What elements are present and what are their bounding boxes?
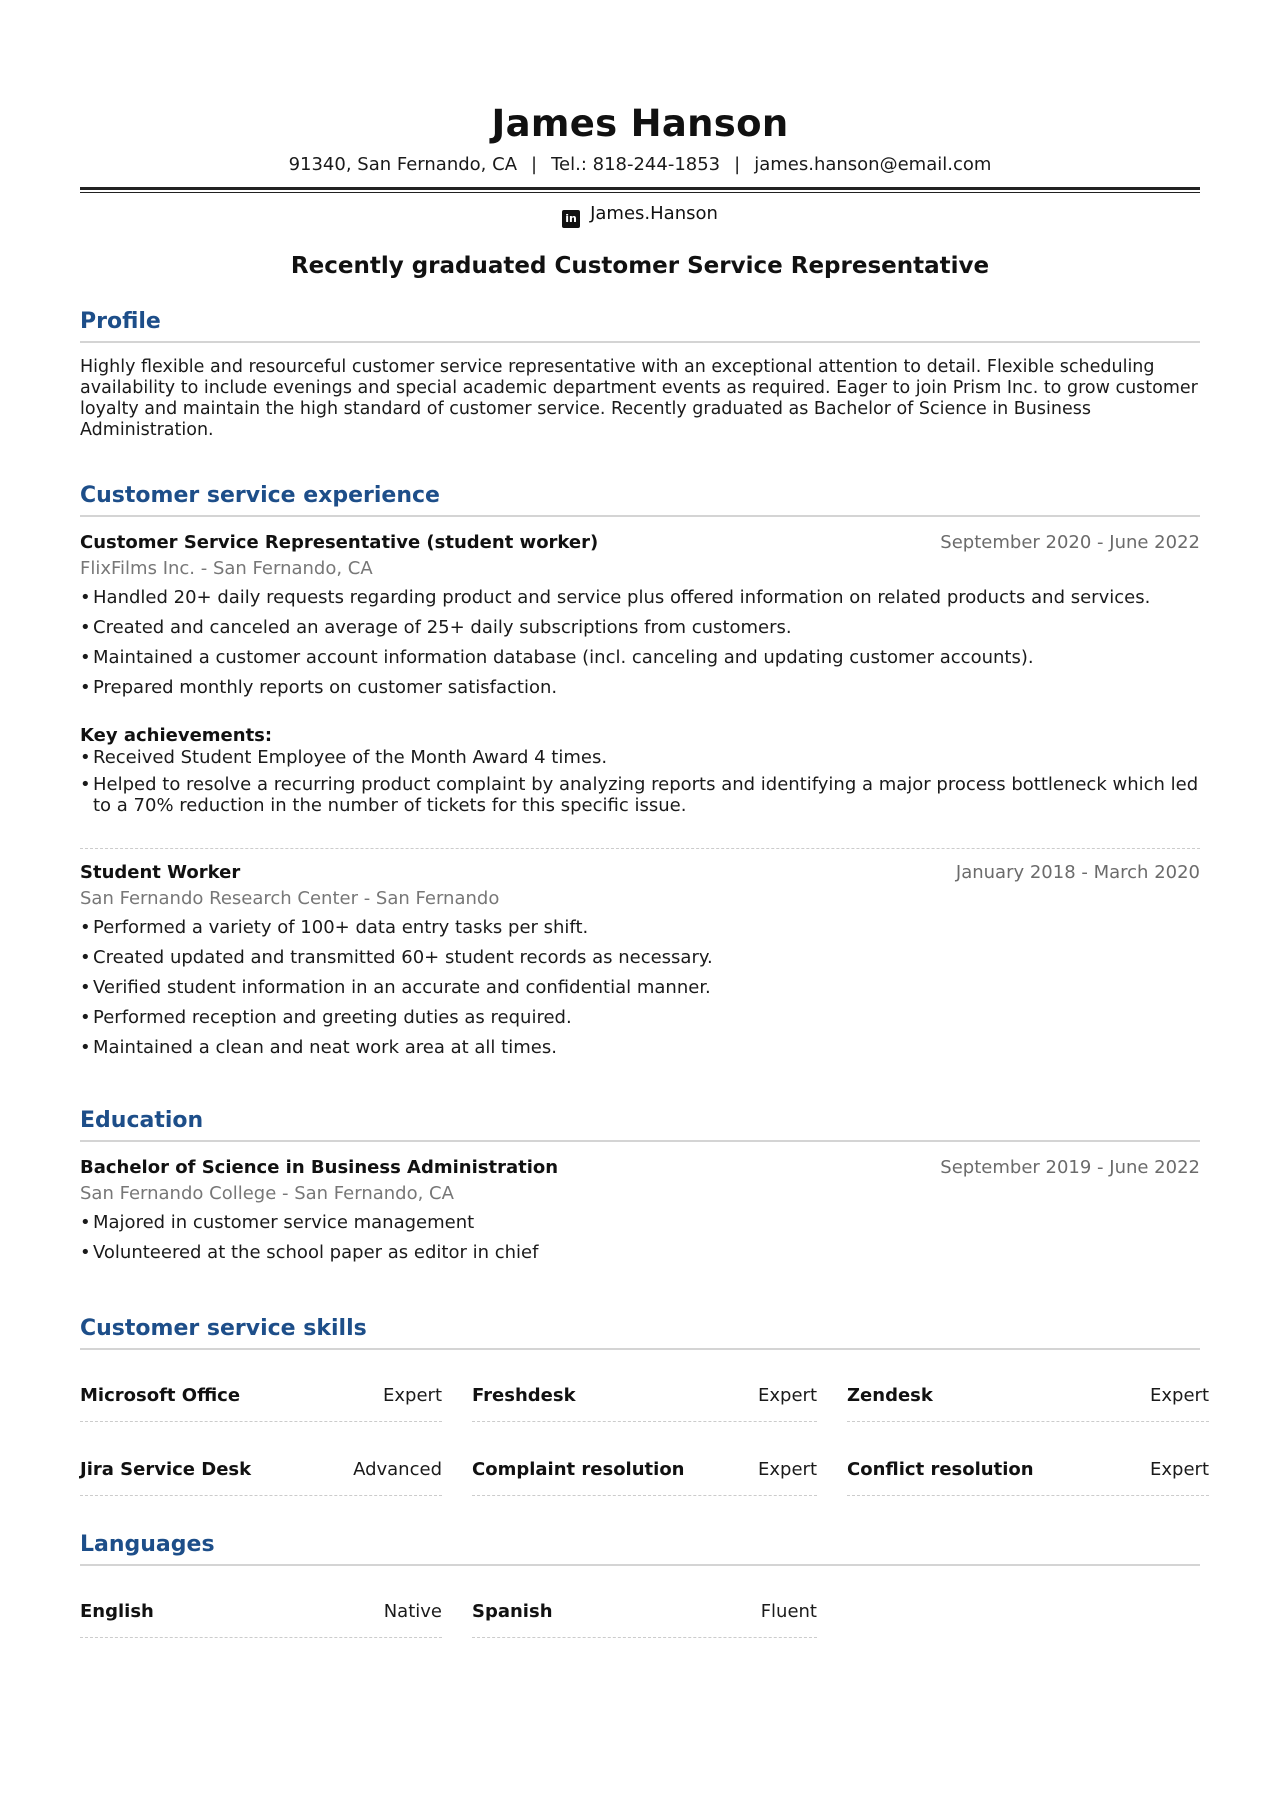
- job-dates: September 2020 - June 2022: [940, 532, 1200, 553]
- entry-divider: [80, 848, 1200, 849]
- linkedin-icon: in: [562, 210, 580, 228]
- list-item: • Maintained a clean and neat work area at all times.: [80, 1037, 1200, 1058]
- skill-name: Microsoft Office: [80, 1385, 241, 1406]
- skills-section: [80, 1314, 1209, 1518]
- job-title: Student Worker: [80, 862, 241, 883]
- section-divider: [80, 515, 1200, 517]
- job-header: [80, 530, 1200, 556]
- language-name: English: [80, 1601, 154, 1622]
- language-item: [80, 1586, 442, 1638]
- education-entry: [80, 1155, 1200, 1263]
- experience-section: [80, 481, 1200, 1058]
- skill-level: Expert: [758, 1459, 817, 1480]
- skill-level: Expert: [383, 1385, 442, 1406]
- skill-name: Zendesk: [847, 1385, 933, 1406]
- education-bullets: [80, 1212, 1200, 1263]
- list-item: • Performed a variety of 100+ data entry tasks per shift.: [80, 917, 1200, 938]
- list-item: • Created updated and transmitted 60+ student records as necessary.: [80, 947, 1200, 968]
- job-entry: [80, 860, 1200, 1058]
- list-item: • Prepared monthly reports on customer satisfaction.: [80, 677, 1200, 698]
- skill-name: Jira Service Desk: [80, 1459, 252, 1480]
- degree: Bachelor of Science in Business Administration: [80, 1157, 559, 1178]
- education-dates: September 2019 - June 2022: [940, 1157, 1200, 1178]
- skill-item: [80, 1370, 442, 1422]
- section-title: Customer service skills: [80, 1316, 367, 1341]
- job-bullets: [80, 587, 1200, 698]
- list-item: • Majored in customer service management: [80, 1212, 1200, 1233]
- list-item: • Handled 20+ daily requests regarding product and service plus offered information on related products and services.: [80, 587, 1200, 608]
- skill-name: Freshdesk: [472, 1385, 576, 1406]
- language-name: Spanish: [472, 1601, 553, 1622]
- list-item: • Volunteered at the school paper as editor in chief: [80, 1242, 1200, 1263]
- address: 91340, San Fernando, CA: [288, 154, 518, 175]
- profile-text: Highly flexible and resourceful customer service representative with an exceptional attention to detail. Flexible scheduling availability to include evenings and special academic department events as required. Eager to join Prism Inc. to grow customer loyalty and maintain the high standard of customer service. Recently graduated as Bachelor of Science in Business Administration.: [80, 357, 1198, 440]
- linkedin-row: [80, 202, 1200, 228]
- skills-grid: [80, 1370, 1209, 1518]
- skill-level: Expert: [758, 1385, 817, 1406]
- separator: |: [734, 154, 741, 175]
- job-title: Customer Service Representative (student worker): [80, 532, 599, 553]
- skill-name: Complaint resolution: [472, 1459, 685, 1480]
- job-company: San Fernando Research Center - San Fernando: [80, 888, 500, 909]
- list-item: • Performed reception and greeting duties as required.: [80, 1007, 1200, 1028]
- list-item: • Maintained a customer account information database (incl. canceling and updating customer accounts).: [80, 647, 1200, 668]
- languages-section: [80, 1530, 1200, 1660]
- section-title: Profile: [80, 309, 161, 334]
- section-title: Languages: [80, 1532, 215, 1557]
- separator: |: [531, 154, 538, 175]
- phone: Tel.: 818-244-1853: [551, 154, 721, 175]
- skill-level: Expert: [1150, 1385, 1209, 1406]
- skill-item: [847, 1444, 1209, 1496]
- school: San Fernando College - San Fernando, CA: [80, 1183, 454, 1204]
- section-title: Education: [80, 1108, 204, 1133]
- list-item: • Received Student Employee of the Month Award 4 times.: [80, 747, 1200, 768]
- email-link[interactable]: james.hanson@email.com: [754, 154, 992, 175]
- education-header: [80, 1155, 1200, 1181]
- headline: Recently graduated Customer Service Representative: [290, 253, 990, 279]
- skill-item: [472, 1370, 817, 1422]
- language-level: Fluent: [760, 1601, 817, 1622]
- section-title: Customer service experience: [80, 483, 440, 508]
- header-divider: [80, 187, 1200, 193]
- skill-item: [847, 1370, 1209, 1422]
- candidate-name: James Hanson: [491, 102, 789, 145]
- skill-name: Conflict resolution: [847, 1459, 1034, 1480]
- job-bullets: [80, 917, 1200, 1058]
- skill-item: [80, 1444, 442, 1496]
- job-entry: [80, 530, 1200, 816]
- contact-line: [80, 153, 1200, 177]
- language-level: Native: [383, 1601, 442, 1622]
- skill-level: Advanced: [353, 1459, 442, 1480]
- profile-section: [80, 307, 1200, 441]
- section-divider: [80, 1564, 1200, 1566]
- list-item: • Helped to resolve a recurring product complaint by analyzing reports and identifying a major process bottleneck which led to a 70% reduction in the number of tickets for this specific issue.: [80, 774, 1200, 816]
- section-divider: [80, 1348, 1200, 1350]
- linkedin-link[interactable]: James.Hanson: [590, 203, 718, 224]
- section-divider: [80, 341, 1200, 343]
- list-item: • Verified student information in an accurate and confidential manner.: [80, 977, 1200, 998]
- section-divider: [80, 1140, 1200, 1142]
- job-dates: January 2018 - March 2020: [955, 862, 1200, 883]
- education-section: [80, 1106, 1200, 1263]
- job-header: [80, 860, 1200, 886]
- skill-item: [472, 1444, 817, 1496]
- language-item: [472, 1586, 817, 1638]
- skill-level: Expert: [1150, 1459, 1209, 1480]
- job-company: FlixFilms Inc. - San Fernando, CA: [80, 558, 373, 579]
- achievements-list: [80, 747, 1200, 816]
- achievements-title: Key achievements:: [80, 725, 273, 746]
- list-item: • Created and canceled an average of 25+ daily subscriptions from customers.: [80, 617, 1200, 638]
- languages-grid: [80, 1586, 1200, 1660]
